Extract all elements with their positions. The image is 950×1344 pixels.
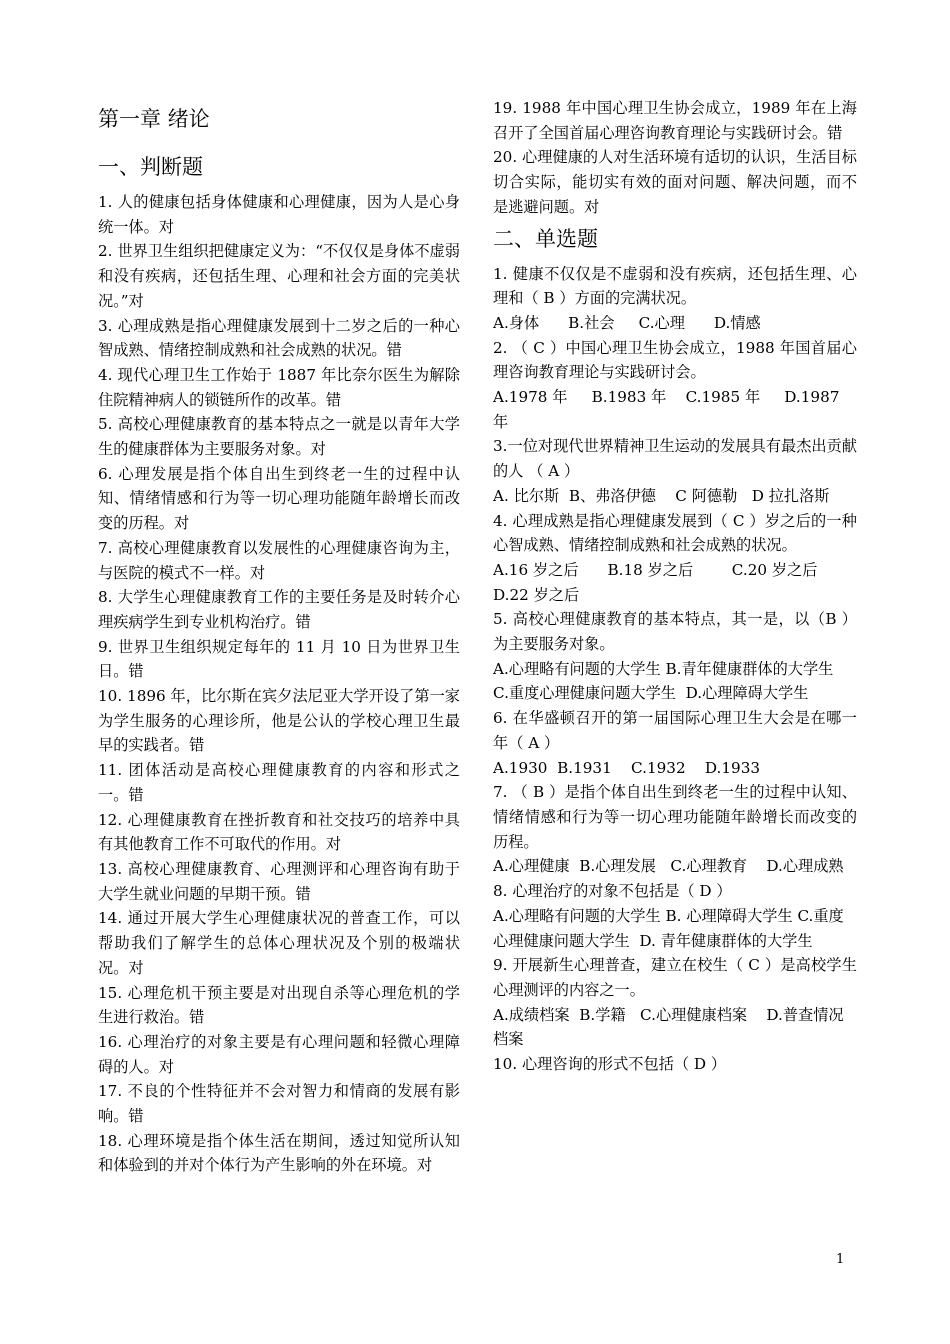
question-text: 7. （ B ）是指个体自出生到终老一生的过程中认知、情绪情感和行为等一切心理功能随年龄增长而改变的历程。 [493,783,857,851]
judgment-item: 1. 人的健康包括身体健康和心理健康，因为人是心身统一体。对 [98,193,460,236]
page-number: 1 [836,1252,845,1267]
question-block [493,780,857,879]
right-column [493,96,857,1077]
left-column [98,104,460,1178]
question-block [493,706,857,780]
section-single-choice-heading: 二、单选题 [493,226,598,251]
judgment-item: 5. 高校心理健康教育的基本特点之一就是以青年大学生的健康群体为主要服务对象。对 [98,415,460,459]
question-text: 1. 健康不仅仅是不虚弱和没有疾病，还包括生理、心理和（ B ）方面的完满状况。 [493,264,857,308]
answer-options: A.成绩档案 B.学籍 C.心理健康档案 D.普查情况档案 [493,1005,844,1049]
judgment-item: 17. 不良的个性特征并不会对智力和情商的发展有影响。错 [98,1082,460,1126]
answer-options: A.1930 B.1931 C.1932 D.1933 [493,758,761,777]
single-choice-list [493,262,857,1077]
question-text: 3.一位对现代世界精神卫生运动的发展具有最杰出贡献的人 （ A ） [493,437,857,481]
question-text: 8. 心理治疗的对象不包括是（ D ） [493,882,732,901]
answer-options: A.1978 年 B.1983 年 C.1985 年 D.1987 年 [493,388,845,431]
judgment-item: 6. 心理发展是指个体自出生到终老一生的过程中认知、情绪情感和行为等一切心理功能随年龄增长而改变的历程。对 [98,464,460,533]
judgment-item: 3. 心理成熟是指心理健康发展到十二岁之后的一种心智成熟、情绪控制成熟和社会成熟的状况。错 [98,316,460,360]
chapter-title: 第一章 绪论 [98,107,210,131]
question-text: 6. 在华盛顿召开的第一届国际心理卫生大会是在哪一年（ A ） [493,709,857,752]
judgment-item: 8. 大学生心理健康教育工作的主要任务是及时转介心理疾病学生到专业机构治疗。错 [98,588,460,631]
judgment-item: 15. 心理危机干预主要是对出现自杀等心理危机的学生进行救治。错 [98,983,460,1027]
answer-options: A.心理健康 B.心理发展 C.心理教育 D.心理成熟 [493,857,844,876]
answer-options: A. 比尔斯 B、弗洛伊德 C 阿德勒 D 拉扎洛斯 [493,486,830,505]
question-text: 4. 心理成熟是指心理健康发展到（ C ）岁之后的一种心智成熟、情绪控制成熟和社会成熟的状况。 [493,511,857,555]
question-block [493,262,857,336]
judgment-item: 18. 心理环境是指个体生活在期间，透过知觉所认知和体验到的并对个体行为产生影响的外在环境。对 [98,1131,460,1175]
question-block [493,1052,857,1077]
answer-options: A.心理略有问题的大学生 B.青年健康群体的大学生 C.重度心理健康问题大学生 D.心理障碍大学生 [493,659,844,703]
judgment-list [98,190,460,1178]
question-block [493,607,857,706]
question-block [493,953,857,1052]
judgment-item: 4. 现代心理卫生工作始于 1887 年比奈尔医生为解除住院精神病人的锁链所作的改革。错 [98,365,460,409]
question-block [493,879,857,953]
judgment-item: 14. 通过开展大学生心理健康状况的普查工作，可以帮助我们了解学生的总体心理状况及个别的极端状况。对 [98,909,460,977]
question-text: 10. 心理咨询的形式不包括（ D ） [493,1055,727,1074]
question-block [493,509,857,608]
judgment-item: 13. 高校心理健康教育、心理测评和心理咨询有助于大学生就业问题的早期干预。错 [98,859,460,903]
question-block [493,434,857,508]
judgment-item: 19. 1988 年中国心理卫生协会成立，1989 年在上海召开了全国首届心理咨询教育理论与实践研讨会。错 [493,99,857,142]
answer-options: A.身体 B.社会 C.心理 D.情感 [493,313,761,332]
judgment-list-continued [493,96,857,220]
judgment-item: 7. 高校心理健康教育以发展性的心理健康咨询为主，与医院的模式不一样。对 [98,538,460,582]
question-block [493,336,857,435]
judgment-item: 20. 心理健康的人对生活环境有适切的认识，生活目标切合实际，能切实有效的面对问题、解决问题，而不是逃避问题。对 [493,148,857,216]
judgment-item: 11. 团体活动是高校心理健康教育的内容和形式之一。错 [98,761,460,804]
judgment-item: 2. 世界卫生组织把健康定义为：“不仅仅是身体不虚弱和没有疾病，还包括生理、心理和社会方面的完美状况。”对 [98,242,460,310]
judgment-item: 9. 世界卫生组织规定每年的 11 月 10 日为世界卫生日。错 [98,637,460,681]
answer-options: A.心理略有问题的大学生 B. 心理障碍大学生 C.重度心理健康问题大学生 D. 青年健康群体的大学生 [493,906,844,950]
judgment-item: 10. 1896 年，比尔斯在宾夕法尼亚大学开设了第一家为学生服务的心理诊所，他是公认的学校心理卫生最早的实践者。错 [98,687,460,755]
question-text: 5. 高校心理健康教育的基本特点，其一是，以（B ）为主要服务对象。 [493,610,857,654]
question-text: 2. （ C ）中国心理卫生协会成立，1988 年国首届心理咨询教育理论与实践研讨会。 [493,338,857,382]
question-text: 9. 开展新生心理普查，建立在校生（ C ）是高校学生心理测评的内容之一。 [493,956,857,999]
answer-options: A.16 岁之后 B.18 岁之后 C.20 岁之后 D.22 岁之后 [493,560,823,604]
judgment-item: 12. 心理健康教育在挫折教育和社交技巧的培养中具有其他教育工作不可取代的作用。对 [98,810,460,854]
judgment-item: 16. 心理治疗的对象主要是有心理问题和轻微心理障碍的人。对 [98,1032,460,1076]
section-judgment-heading: 一、判断题 [98,155,203,179]
